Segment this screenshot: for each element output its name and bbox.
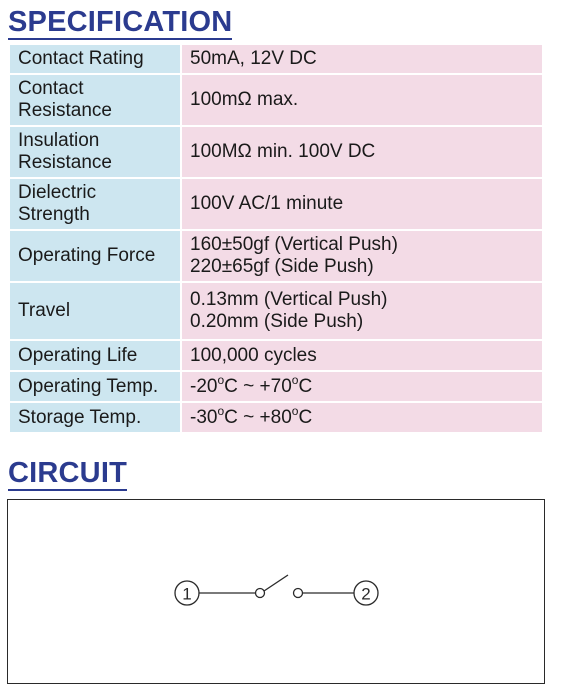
table-row: [9, 44, 543, 74]
spec-label-contact-resistance: Contact Resistance: [9, 74, 181, 126]
table-row: [9, 178, 543, 230]
specification-heading-text: SPECIFICATION: [8, 6, 233, 38]
circuit-heading-text: CIRCUIT: [8, 457, 128, 489]
circuit-heading-underline: [8, 489, 127, 491]
switch-schematic: [8, 500, 543, 682]
spec-label-operating-temp: Operating Temp.: [9, 371, 181, 402]
spec-value-operating-life: 100,000 cycles: [181, 340, 543, 371]
spec-label-dielectric-strength: Dielectric Strength: [9, 178, 181, 230]
switch-lever: [264, 575, 288, 591]
spec-value-contact-rating: 50mA, 12V DC: [181, 44, 543, 74]
table-row: [9, 371, 543, 402]
spec-value-storage-temp: -30$^o$C ~ $+80^oC$: [181, 402, 543, 433]
terminal-2-label: 2: [361, 584, 371, 604]
spec-value-operating-force: 160±50gf (Vertical Push) 220±65gf (Side Push): [181, 230, 543, 282]
spec-label-travel: Travel: [9, 282, 181, 340]
spec-value-travel: 0.13mm (Vertical Push) 0.20mm (Side Push): [181, 282, 543, 340]
table-row: [9, 282, 543, 340]
specification-heading-underline: [8, 38, 232, 40]
contact-left: [256, 589, 265, 598]
contact-right: [294, 589, 303, 598]
terminal-1-label: 1: [182, 584, 192, 604]
circuit-heading: [8, 459, 127, 488]
spec-label-operating-life: Operating Life: [9, 340, 181, 371]
table-row: [9, 126, 543, 178]
table-row: [9, 402, 543, 433]
spec-label-operating-force: Operating Force: [9, 230, 181, 282]
spec-value-operating-temp: -20$^o$C ~ $+70^oC$: [181, 371, 543, 402]
spec-value-contact-resistance: 100mΩ max.: [181, 74, 543, 126]
table-row: [9, 340, 543, 371]
specification-table: [8, 43, 544, 434]
spec-label-insulation-resistance: Insulation Resistance: [9, 126, 181, 178]
table-row: [9, 74, 543, 126]
specification-heading: [8, 8, 232, 37]
spec-value-dielectric-strength: 100V AC/1 minute: [181, 178, 543, 230]
spec-label-storage-temp: Storage Temp.: [9, 402, 181, 433]
spec-label-contact-rating: Contact Rating: [9, 44, 181, 74]
table-row: [9, 230, 543, 282]
circuit-diagram: [7, 499, 545, 684]
spec-value-insulation-resistance: 100MΩ min. 100V DC: [181, 126, 543, 178]
